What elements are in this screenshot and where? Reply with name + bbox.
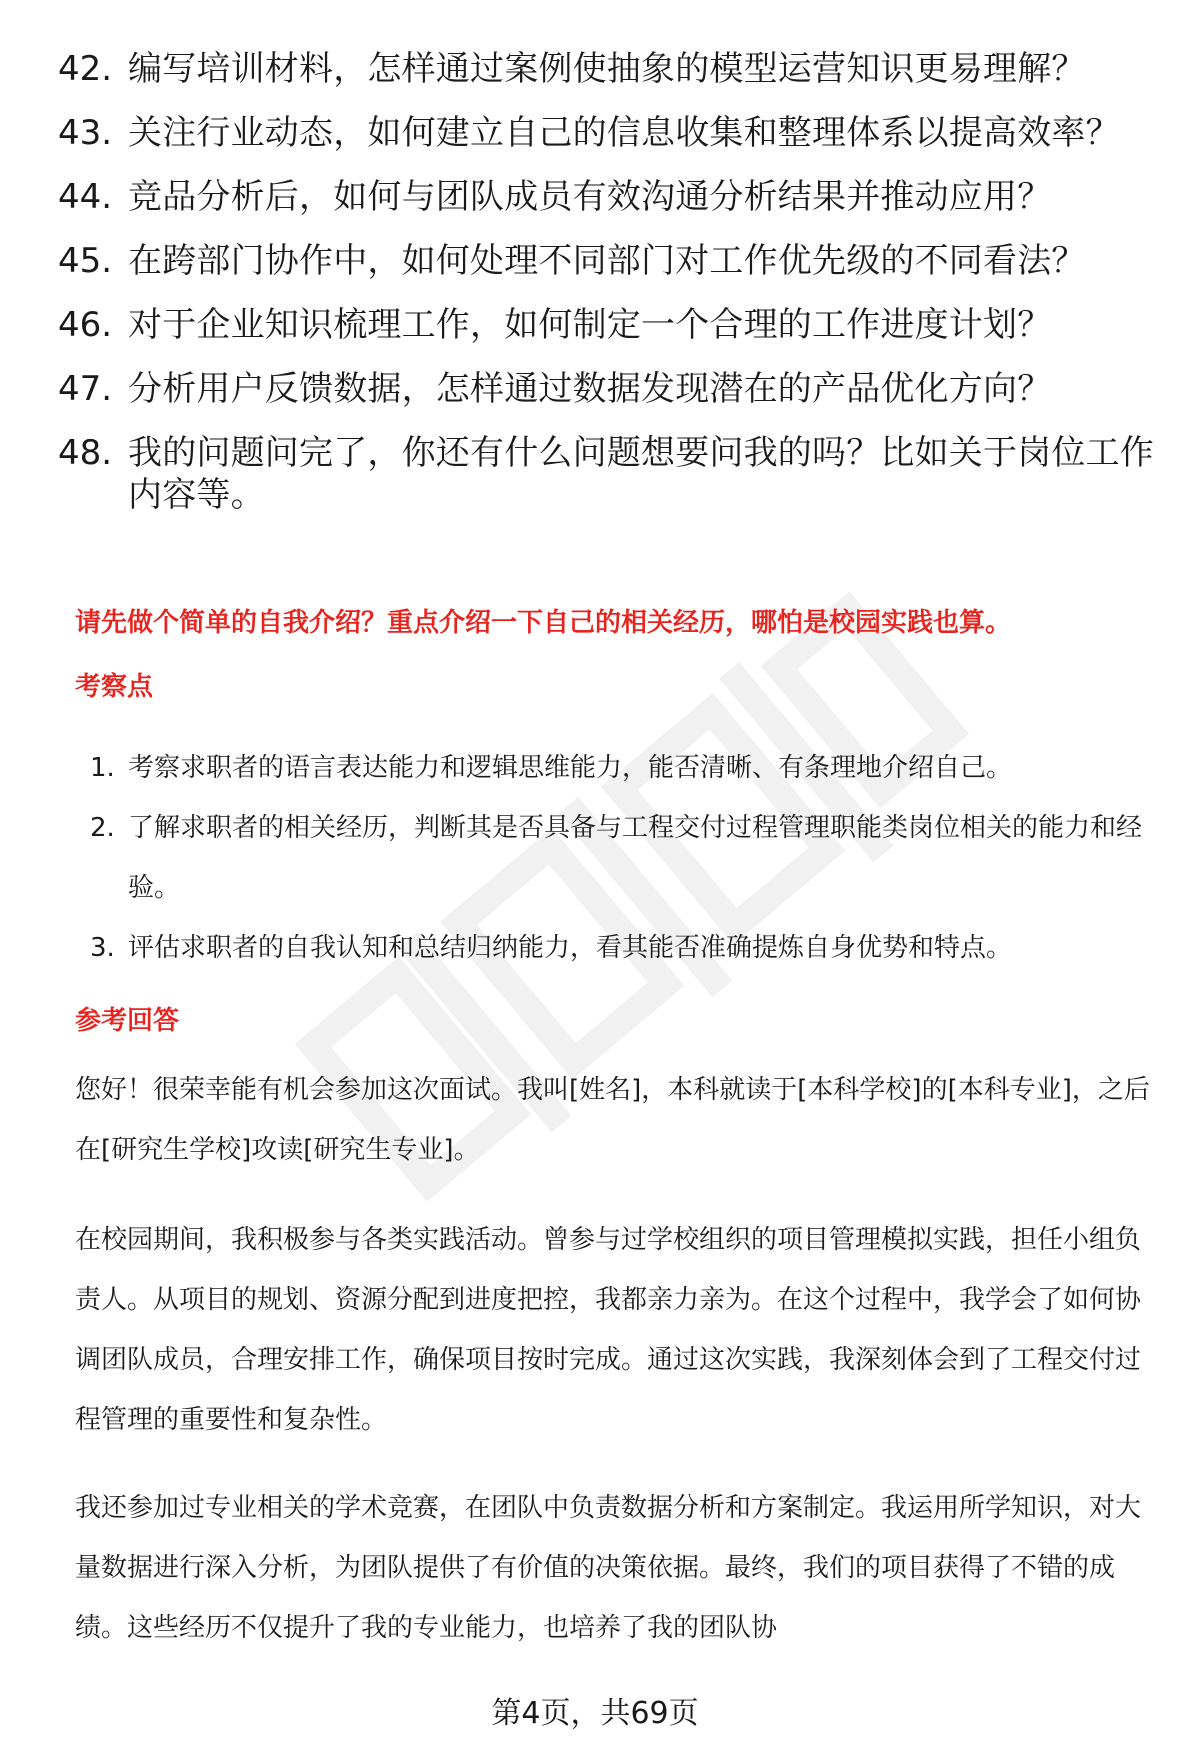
question-number: 45.	[58, 241, 113, 281]
exam-point-item	[90, 918, 1150, 978]
highlight-question: 请先做个简单的自我介绍？重点介绍一下自己的相关经历，哪怕是校园实践也算。	[75, 608, 1012, 638]
question-number: 44.	[58, 177, 113, 217]
exam-point-item	[90, 738, 1150, 798]
question-number: 46.	[58, 305, 113, 345]
question-item	[58, 112, 1158, 154]
page-footer: 第4页，共69页	[491, 1696, 699, 1731]
question-list	[58, 48, 1158, 538]
reference-answer-heading: 参考回答	[75, 1006, 180, 1036]
question-item	[58, 368, 1158, 410]
exam-point-number: 2.	[90, 813, 115, 843]
question-item	[58, 176, 1158, 218]
answer-paragraph: 您好！很荣幸能有机会参加这次面试。我叫[姓名]，本科就读于[本科学校]的[本科专业]，之后在[研究生学校]攻读[研究生专业]。	[75, 1075, 1150, 1165]
question-number: 48.	[58, 433, 113, 473]
exam-point-number: 3.	[90, 933, 115, 963]
question-item	[58, 432, 1158, 516]
question-number: 42.	[58, 49, 113, 89]
question-text: 竞品分析后，如何与团队成员有效沟通分析结果并推动应用？	[128, 177, 1052, 217]
question-text: 分析用户反馈数据，怎样通过数据发现潜在的产品优化方向？	[128, 369, 1052, 409]
answer-paragraph: 我还参加过专业相关的学术竞赛，在团队中负责数据分析和方案制定。我运用所学知识，对大量数据进行深入分析，为团队提供了有价值的决策依据。最终，我们的项目获得了不错的成绩。这些经历不仅提升了我的专业能力，也培养了我的团队协	[75, 1493, 1142, 1643]
exam-point-text: 了解求职者的相关经历，判断其是否具备与工程交付过程管理职能类岗位相关的能力和经验。	[128, 813, 1143, 903]
question-number: 47.	[58, 369, 113, 409]
question-text: 在跨部门协作中，如何处理不同部门对工作优先级的不同看法？	[128, 241, 1086, 281]
question-item	[58, 240, 1158, 282]
exam-point-item	[90, 798, 1150, 918]
question-item	[58, 48, 1158, 90]
question-text: 关注行业动态，如何建立自己的信息收集和整理体系以提高效率？	[128, 113, 1120, 153]
question-text: 对于企业知识梳理工作，如何制定一个合理的工作进度计划？	[128, 305, 1052, 345]
exam-point-number: 1.	[90, 753, 115, 783]
exam-points-list	[90, 738, 1150, 978]
question-text: 我的问题问完了，你还有什么问题想要问我的吗？比如关于岗位工作内容等。	[128, 433, 1154, 515]
question-item	[58, 304, 1158, 346]
question-text: 编写培训材料，怎样通过案例使抽象的模型运营知识更易理解？	[128, 49, 1086, 89]
question-number: 43.	[58, 113, 113, 153]
exam-points-heading: 考察点	[75, 672, 154, 702]
exam-point-text: 评估求职者的自我认知和总结归纳能力，看其能否准确提炼自身优势和特点。	[128, 933, 1013, 963]
answer-paragraph: 在校园期间，我积极参与各类实践活动。曾参与过学校组织的项目管理模拟实践，担任小组负责人。从项目的规划、资源分配到进度把控，我都亲力亲为。在这个过程中，我学会了如何协调团队成员，合理安排工作，确保项目按时完成。通过这次实践，我深刻体会到了工程交付过程管理的重要性和复杂性。	[75, 1225, 1142, 1435]
exam-point-text: 考察求职者的语言表达能力和逻辑思维能力，能否清晰、有条理地介绍自己。	[128, 753, 1013, 783]
